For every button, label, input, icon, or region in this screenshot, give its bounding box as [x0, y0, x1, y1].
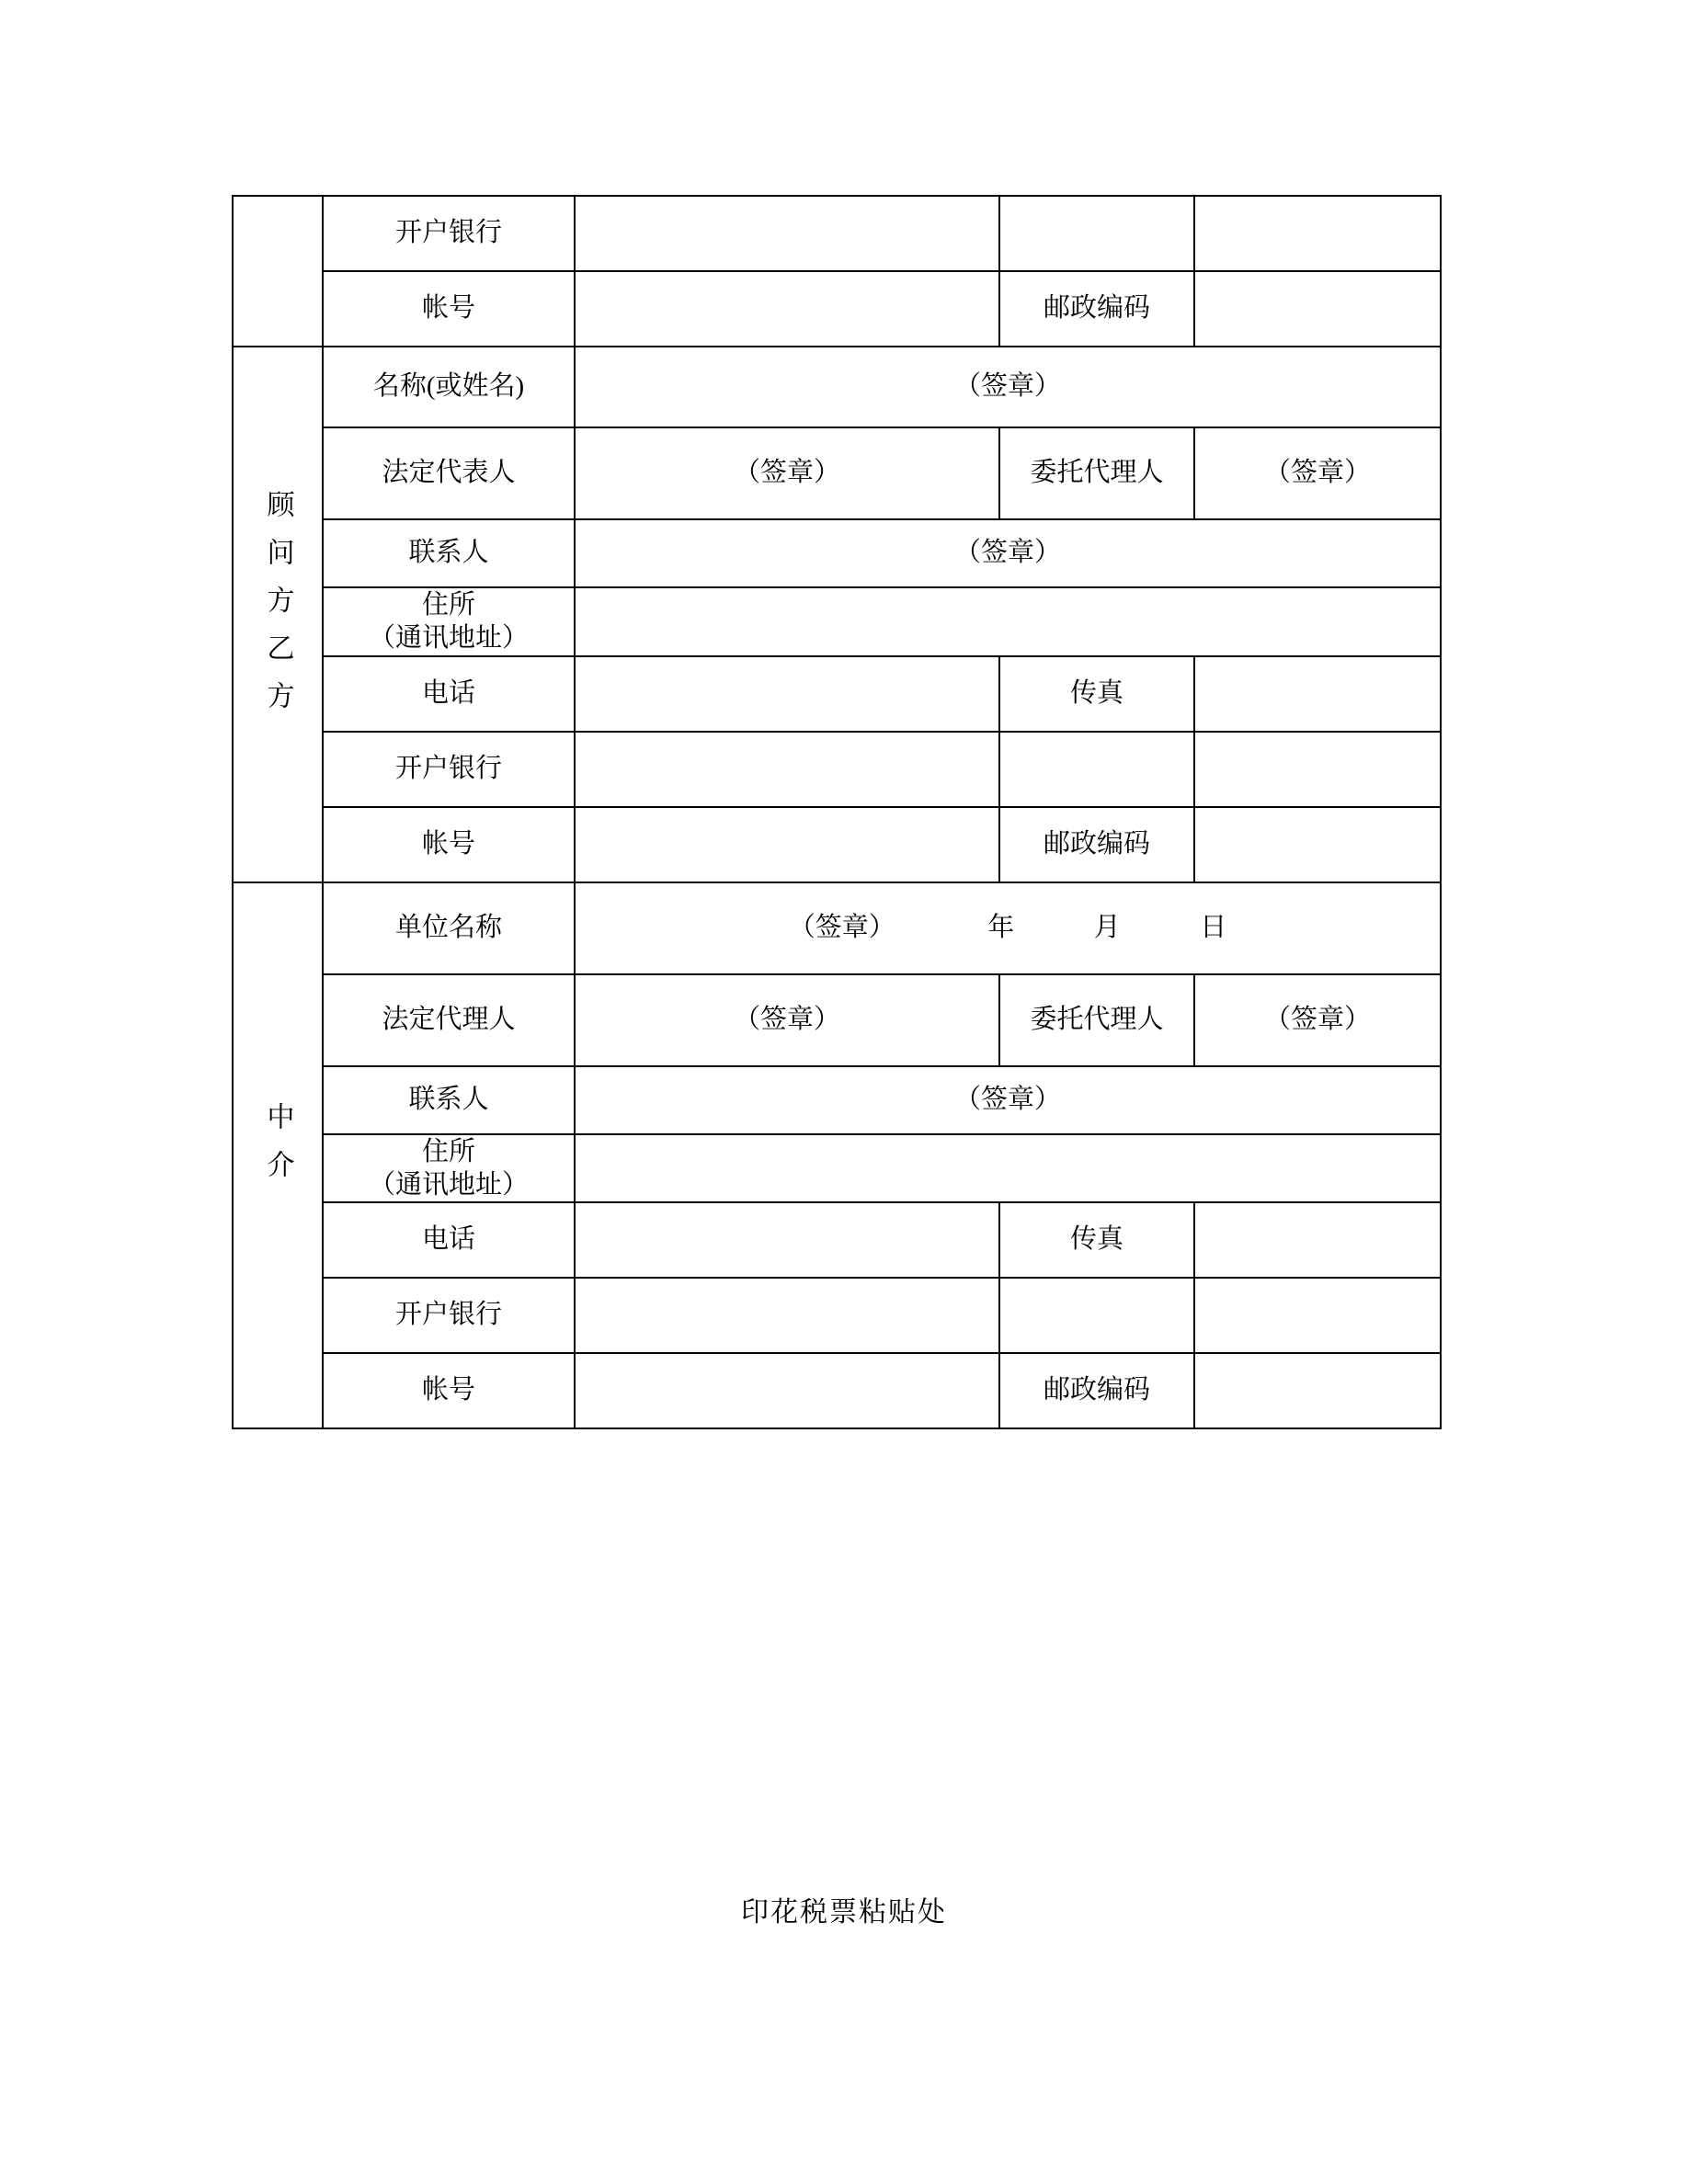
- label-intermediary-legal-agent: 法定代理人: [323, 974, 575, 1066]
- label-intermediary-account: 帐号: [323, 1353, 575, 1428]
- value-empty-top[interactable]: [1194, 196, 1441, 271]
- value-advisor-address[interactable]: [575, 587, 1441, 656]
- side-cell-advisor: [233, 347, 323, 882]
- label-advisor-bank: 开户银行: [323, 732, 575, 807]
- value-intermediary-empty[interactable]: [1194, 1278, 1441, 1353]
- label-advisor-agent: 委托代理人: [999, 427, 1194, 519]
- value-account-top[interactable]: [575, 271, 999, 347]
- label-intermediary-address-line1: 住所: [421, 1136, 475, 1166]
- table-row: [233, 1278, 1441, 1353]
- table-row: [233, 427, 1441, 519]
- contract-table: [232, 195, 1442, 1429]
- label-intermediary-address-line2: （通讯地址）: [368, 1169, 529, 1200]
- side-label-advisor: 顾问方乙方: [262, 489, 293, 729]
- side-cell-empty: [233, 196, 323, 347]
- label-advisor-fax: 传真: [999, 656, 1194, 732]
- table-row: [233, 1353, 1441, 1428]
- label-advisor-empty: [999, 732, 1194, 807]
- table-row: [233, 882, 1441, 974]
- label-advisor-name: 名称(或姓名): [323, 347, 575, 427]
- label-intermediary-address: [323, 1134, 575, 1203]
- table-row: [233, 587, 1441, 656]
- label-advisor-postcode: 邮政编码: [999, 807, 1194, 882]
- side-label-intermediary: 中介: [262, 1102, 293, 1199]
- label-advisor-address-line1: 住所: [421, 590, 475, 620]
- value-advisor-contact-seal[interactable]: （签章）: [575, 519, 1441, 587]
- label-intermediary-unit-name: 单位名称: [323, 882, 575, 974]
- table-row: [233, 1202, 1441, 1278]
- label-intermediary-empty: [999, 1278, 1194, 1353]
- value-advisor-name-seal[interactable]: （签章）: [575, 347, 1441, 427]
- table-row: [233, 807, 1441, 882]
- value-postcode-top[interactable]: [1194, 271, 1441, 347]
- value-advisor-fax[interactable]: [1194, 656, 1441, 732]
- label-advisor-address: [323, 587, 575, 656]
- label-advisor-contact: 联系人: [323, 519, 575, 587]
- value-intermediary-unit-seal: （签章）: [788, 912, 895, 942]
- label-intermediary-postcode: 邮政编码: [999, 1353, 1194, 1428]
- label-intermediary-bank: 开户银行: [323, 1278, 575, 1353]
- value-intermediary-phone[interactable]: [575, 1202, 999, 1278]
- label-postcode-top: 邮政编码: [999, 271, 1194, 347]
- value-advisor-account[interactable]: [575, 807, 999, 882]
- value-bank-top[interactable]: [575, 196, 999, 271]
- label-advisor-account: 帐号: [323, 807, 575, 882]
- table-row: [233, 974, 1441, 1066]
- value-intermediary-contact-seal[interactable]: （签章）: [575, 1066, 1441, 1134]
- side-cell-intermediary: [233, 882, 323, 1429]
- label-intermediary-contact: 联系人: [323, 1066, 575, 1134]
- label-intermediary-phone: 电话: [323, 1202, 575, 1278]
- table-row: [233, 271, 1441, 347]
- value-intermediary-account[interactable]: [575, 1353, 999, 1428]
- value-intermediary-legal-agent[interactable]: （签章）: [575, 974, 999, 1066]
- table-row: [233, 656, 1441, 732]
- value-advisor-postcode[interactable]: [1194, 807, 1441, 882]
- table-row: [233, 519, 1441, 587]
- label-advisor-address-line2: （通讯地址）: [368, 623, 529, 654]
- value-advisor-bank[interactable]: [575, 732, 999, 807]
- value-intermediary-postcode[interactable]: [1194, 1353, 1441, 1428]
- label-advisor-phone: 电话: [323, 656, 575, 732]
- label-advisor-legal-rep: 法定代表人: [323, 427, 575, 519]
- value-intermediary-agent[interactable]: （签章）: [1194, 974, 1441, 1066]
- value-advisor-legal-rep[interactable]: （签章）: [575, 427, 999, 519]
- table-row: [233, 1134, 1441, 1203]
- label-intermediary-fax: 传真: [999, 1202, 1194, 1278]
- contract-form: [232, 195, 1440, 1429]
- value-advisor-agent[interactable]: （签章）: [1194, 427, 1441, 519]
- value-advisor-empty[interactable]: [1194, 732, 1441, 807]
- label-bank-top: 开户银行: [323, 196, 575, 271]
- value-intermediary-unit-name[interactable]: [575, 882, 1441, 974]
- date-day-label: 日: [1200, 912, 1227, 942]
- date-year-label: 年: [987, 912, 1015, 942]
- value-intermediary-bank[interactable]: [575, 1278, 999, 1353]
- stamp-duty-note: 印花税票粘贴处: [741, 1897, 947, 1928]
- table-row: [233, 732, 1441, 807]
- table-row: [233, 196, 1441, 271]
- value-intermediary-fax[interactable]: [1194, 1202, 1441, 1278]
- label-empty-top: [999, 196, 1194, 271]
- table-row: [233, 347, 1441, 427]
- value-advisor-phone[interactable]: [575, 656, 999, 732]
- label-intermediary-agent: 委托代理人: [999, 974, 1194, 1066]
- date-month-label: 月: [1093, 912, 1121, 942]
- label-account-top: 帐号: [323, 271, 575, 347]
- table-row: [233, 1066, 1441, 1134]
- value-intermediary-address[interactable]: [575, 1134, 1441, 1203]
